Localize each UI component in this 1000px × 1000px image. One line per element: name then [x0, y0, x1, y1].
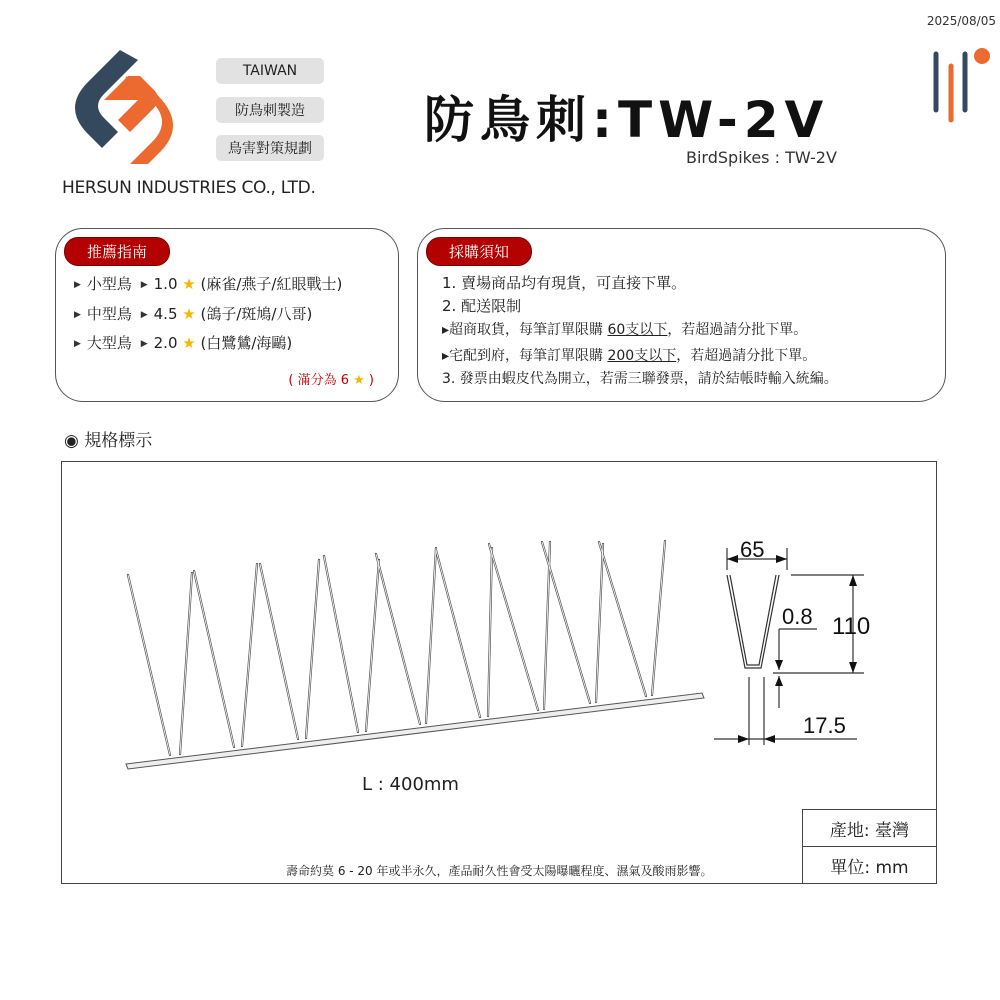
tag-planning: 鳥害對策規劃: [216, 135, 324, 161]
star-icon: ★: [182, 334, 196, 352]
bullet-icon: ▶: [140, 309, 148, 320]
recommend-header: 推薦指南: [64, 237, 170, 266]
bullet-icon: ▶: [140, 279, 148, 290]
star-icon: ★: [353, 373, 365, 388]
bullet-icon: ▶: [140, 338, 148, 349]
recommend-panel: [55, 228, 399, 402]
recommend-row-medium: ▶ 中型鳥 ▶ 4.5 ★ (鴿子/斑鳩/八哥): [74, 305, 313, 323]
dim-0-8: 0.8: [782, 604, 813, 629]
date-label: 2025/08/05: [926, 14, 996, 28]
origin-cell: 產地: 臺灣: [829, 820, 910, 841]
recommend-row-small: ▶ 小型鳥 ▶ 1.0 ★ (麻雀/燕子/紅眼戰士): [74, 275, 343, 293]
tag-manufacturing: 防鳥刺製造: [216, 97, 324, 123]
decorative-bars-icon: [924, 44, 994, 124]
dim-110: 110: [832, 613, 871, 640]
bullet-icon: ▶: [74, 279, 81, 290]
bullet-icon: ▶: [74, 338, 81, 349]
tag-taiwan: TAIWAN: [216, 58, 324, 84]
dim-65: 65: [740, 537, 765, 562]
recommend-row-large: ▶ 大型鳥 ▶ 2.0 ★ (白鷺鷥/海鷗): [74, 334, 293, 352]
product-subtitle: BirdSpikes : TW-2V: [686, 148, 837, 167]
spec-frame: [61, 461, 937, 884]
dim-17-5: 17.5: [803, 713, 846, 738]
star-icon: ★: [182, 305, 196, 323]
length-label: L : 400mm: [362, 774, 459, 795]
unit-cell: 單位: mm: [803, 846, 936, 883]
bullet-icon: ▶: [74, 309, 81, 320]
company-name: HERSUN INDUSTRIES CO., LTD.: [62, 178, 316, 198]
purchase-line-1: 1. 賣場商品均有現貨，可直接下單。: [442, 274, 687, 292]
product-title: 防鳥刺:TW-2V: [424, 91, 830, 149]
info-table: [802, 809, 936, 883]
star-icon: ★: [182, 275, 196, 293]
purchase-header: 採購須知: [426, 237, 532, 266]
section-title-spec: ◉ 規格標示: [64, 431, 153, 451]
purchase-line-5: 3. 發票由蝦皮代為開立，若需三聯發票，請於結帳時輸入統編。: [442, 371, 838, 387]
purchase-line-3: ▸超商取貨，每筆訂單限購 60支以下，若超過請分批下單。: [442, 322, 808, 338]
purchase-line-2: 2. 配送限制: [442, 297, 522, 315]
lifespan-note: 壽命約莫 6 - 20 年或半永久，產品耐久性會受太陽曝曬程度、濕氣及酸雨影響。: [286, 864, 713, 878]
hersun-logo-icon: [58, 46, 178, 166]
purchase-line-4: ▸宅配到府，每筆訂單限購 200支以下，若超過請分批下單。: [442, 348, 817, 364]
purchase-panel: [417, 228, 946, 402]
max-score-note: ( 滿分為 6 ★ ): [288, 373, 374, 388]
